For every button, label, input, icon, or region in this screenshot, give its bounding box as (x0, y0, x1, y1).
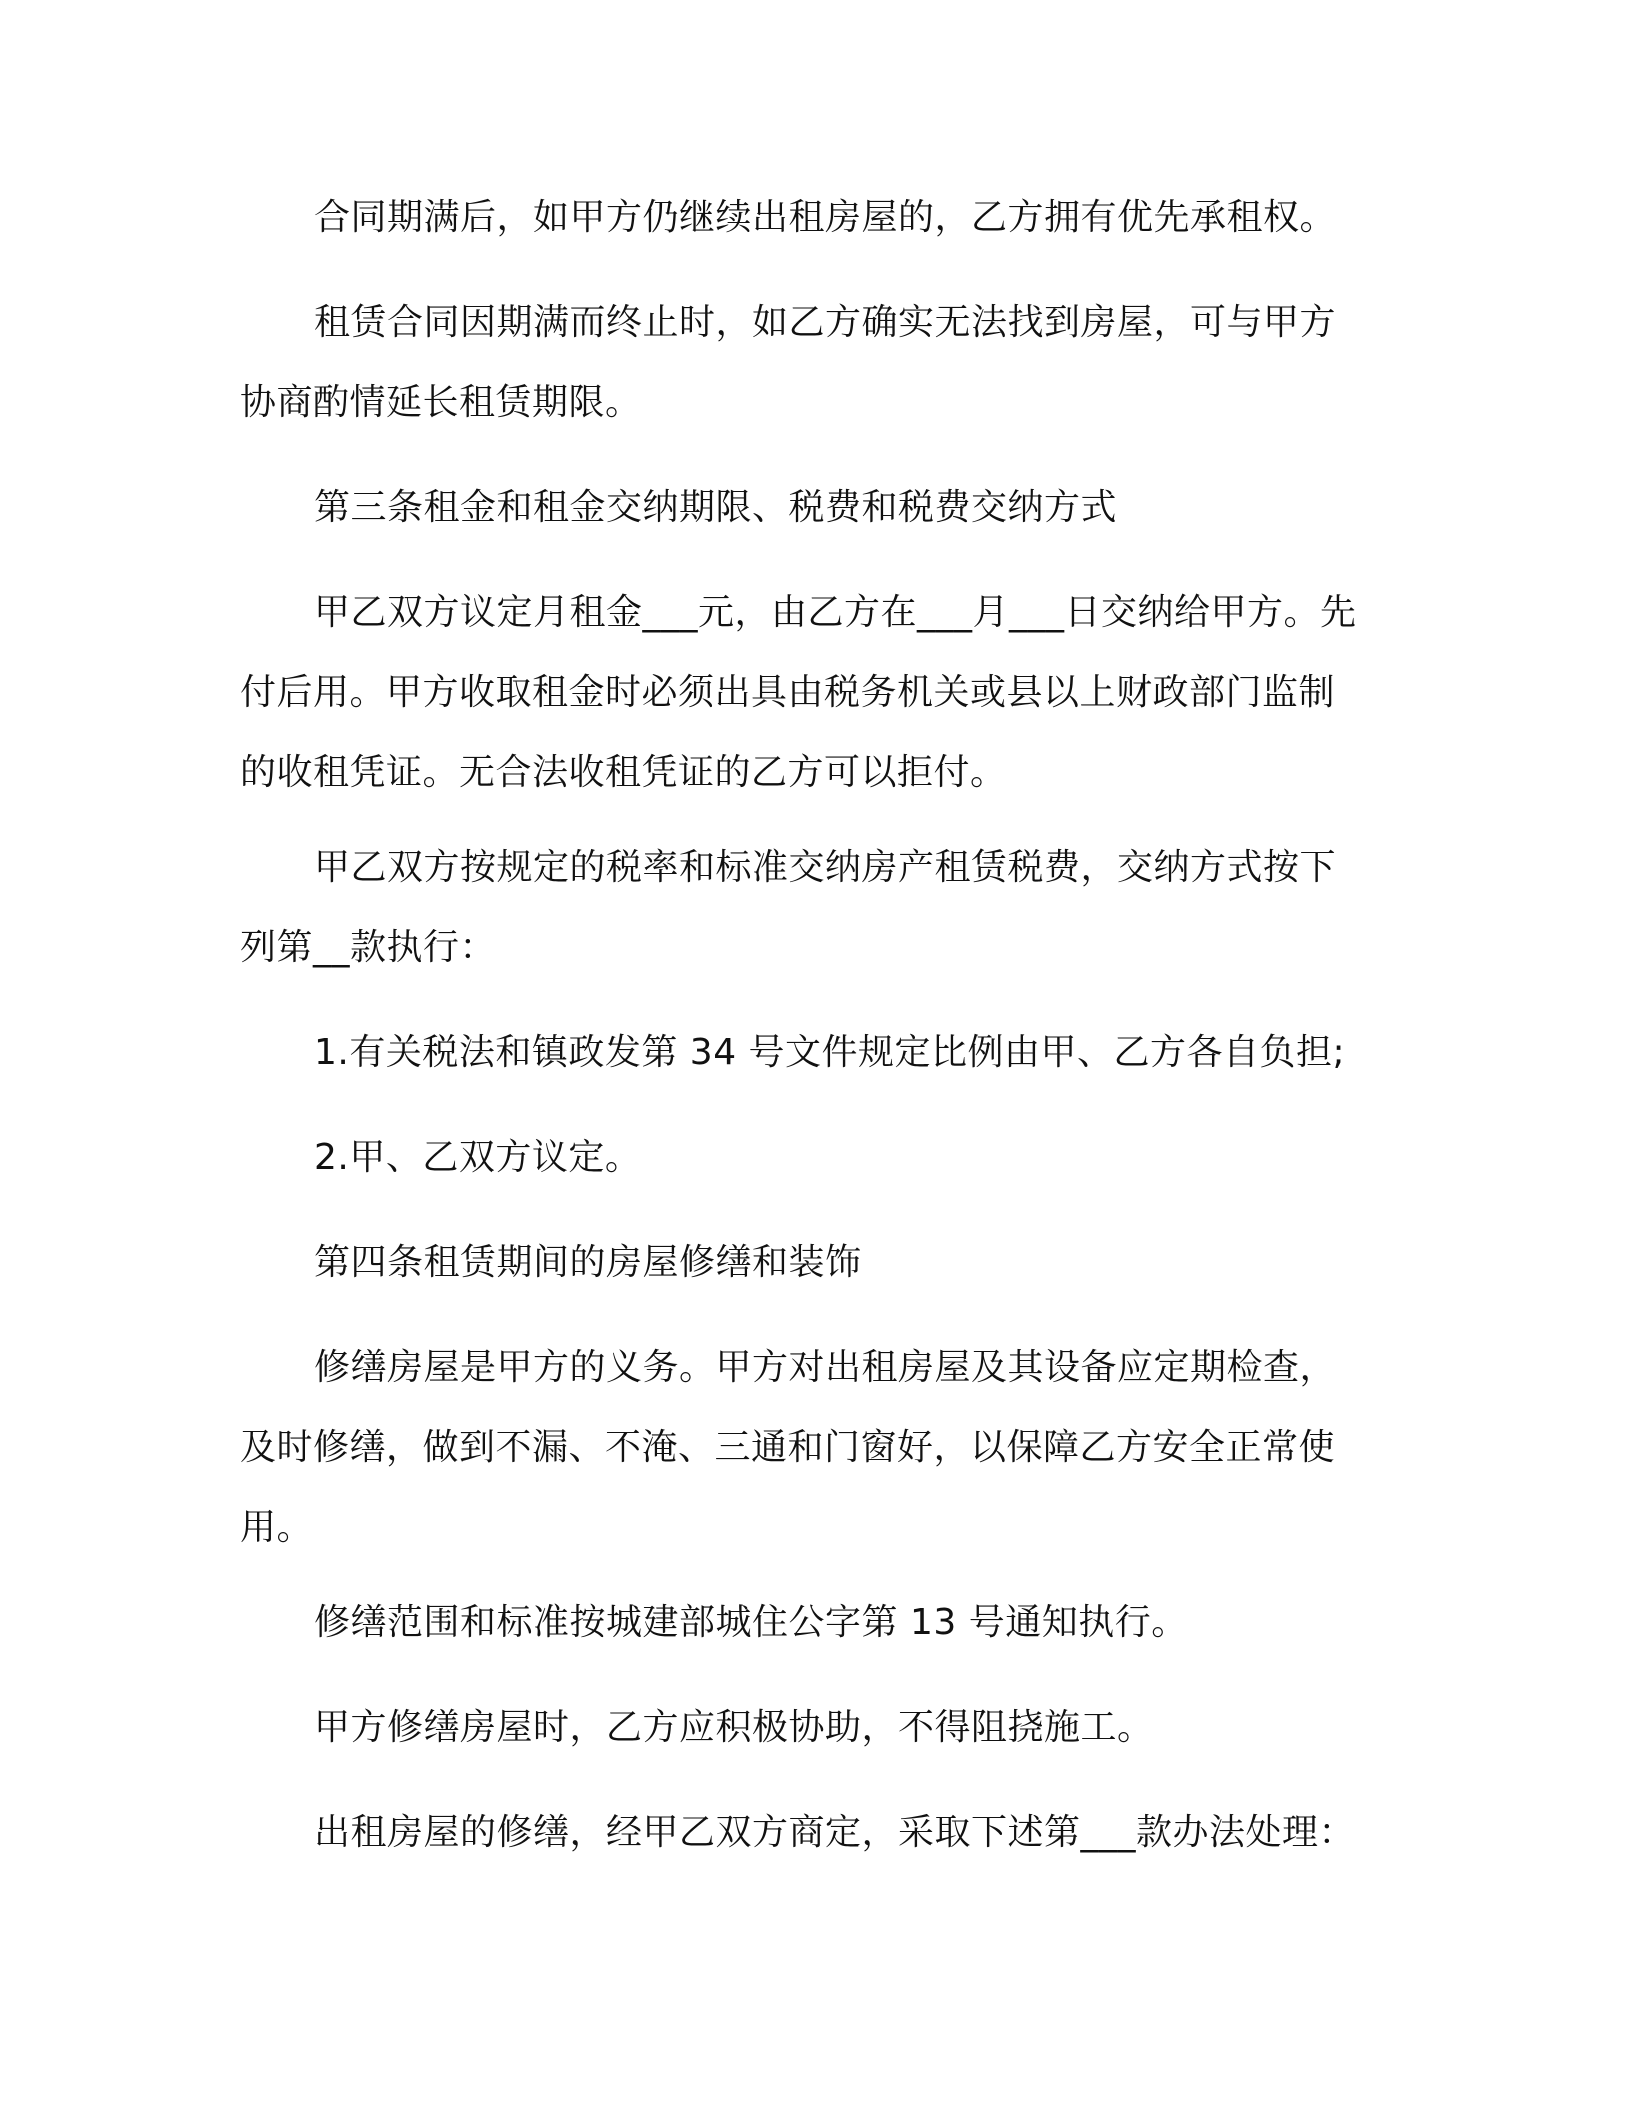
paragraph-repair-method: 出租房屋的修缮，经甲乙双方商定，采取下述第___款办法处理： (314, 1812, 1356, 1853)
paragraph-tax-payment: 甲乙双方按规定的税率和标准交纳房产租赁税费，交纳方式按下列第__款执行： (240, 847, 1337, 968)
paragraph-repair-cooperation: 甲方修缮房屋时，乙方应积极协助，不得阻挠施工。 (314, 1707, 1154, 1748)
list-item-tax-option-2: 2.甲、乙双方议定。 (314, 1137, 642, 1178)
paragraph-repair-duty: 修缮房屋是甲方的义务。甲方对出租房屋及其设备应定期检查，及时修缮，做到不漏、不淹、三通和门窗好，以保障乙方安全正常使用。 (240, 1347, 1337, 1548)
paragraph-repair-scope: 修缮范围和标准按城建部城住公字第 13 号通知执行。 (314, 1602, 1188, 1643)
article-four-heading: 第四条租赁期间的房屋修缮和装饰 (314, 1242, 862, 1283)
paragraph-lease-extension: 租赁合同因期满而终止时，如乙方确实无法找到房屋，可与甲方协商酌情延长租赁期限。 (240, 302, 1337, 423)
list-item-tax-option-1: 1.有关税法和镇政发第 34 号文件规定比例由甲、乙方各自负担; (314, 1032, 1346, 1073)
paragraph-monthly-rent: 甲乙双方议定月租金___元，由乙方在___月___日交纳给甲方。先付后用。甲方收取租金时必须出具由税务机关或县以上财政部门监制的收租凭证。无合法收租凭证的乙方可以拒付。 (240, 592, 1357, 793)
article-three-heading: 第三条租金和租金交纳期限、税费和税费交纳方式 (314, 487, 1118, 528)
paragraph-priority-lease: 合同期满后，如甲方仍继续出租房屋的，乙方拥有优先承租权。 (314, 197, 1337, 238)
